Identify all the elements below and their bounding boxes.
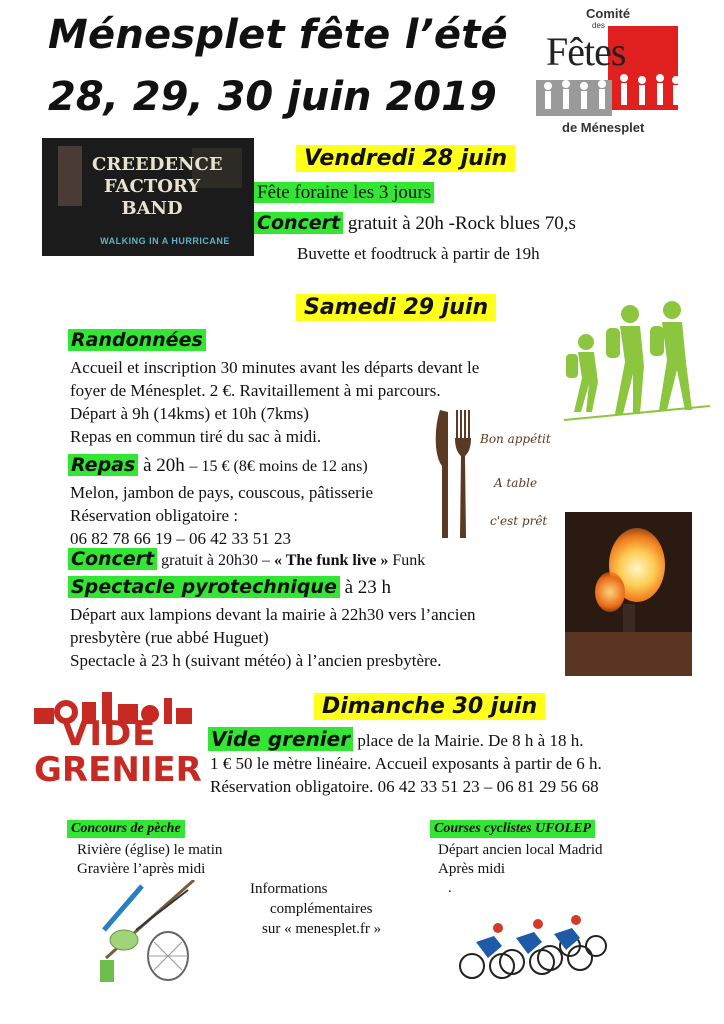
peche-line-2: Gravière l’après midi — [77, 861, 206, 877]
fire-show-image — [565, 512, 692, 676]
logo-fetes-text: Fêtes — [546, 29, 626, 74]
band-logo-line2: FACTORY — [103, 176, 201, 197]
pyro-line-3: Spectacle à 23 h (suivant météo) à l’ancien presbytère. — [70, 651, 442, 670]
rando-line-4: Repas en commun tiré du sac à midi. — [70, 427, 322, 446]
friday-concert-text: gratuit à 20h -Rock blues 70,s — [347, 213, 576, 234]
logo-des-text: des — [592, 21, 605, 30]
friday-buvette: Buvette et foodtruck à partir de 19h — [297, 244, 540, 263]
cyclisme-line-1: Départ ancien local Madrid — [438, 842, 603, 858]
vide-line-2: Réservation obligatoire. 06 42 33 51 23 – 06 81 29 56 68 — [210, 777, 599, 796]
pyro-heading — [68, 574, 391, 601]
friday-concert-label: Concert — [254, 212, 343, 234]
sat-concert-post: Funk — [392, 552, 426, 569]
repas-time: à 20h — [143, 455, 185, 476]
rando-title — [68, 327, 206, 354]
fishing-gear-icon — [96, 880, 206, 988]
poster-dates: 28, 29, 30 juin 2019 — [48, 74, 497, 120]
logo-people-icon — [536, 72, 686, 118]
cyclisme-label: Courses cyclistes UFOLEP — [430, 820, 595, 838]
cyclists-icon — [458, 902, 608, 986]
info-line-2: complémentaires — [270, 901, 373, 917]
poster-title: Ménesplet fête l’été — [48, 12, 508, 58]
rando-label: Randonnées — [68, 329, 206, 351]
food-text-1: Bon appétit — [480, 432, 551, 446]
vide-line-1: 1 € 50 le mètre linéaire. Accueil exposants à partir de 6 h. — [210, 754, 602, 773]
rando-line-2: foyer de Ménesplet. 2 €. Ravitaillement à mi parcours. — [70, 381, 441, 400]
band-image-figure — [58, 146, 82, 206]
logo-comite-text: Comité — [586, 6, 631, 21]
pyro-label: Spectacle pyrotechnique — [68, 576, 340, 598]
fair-text: Fête foraine les 3 jours — [254, 182, 434, 203]
band-logo-line1: CREEDENCE — [92, 154, 223, 175]
repas-price: – 15 € (8€ moins de 12 ans) — [189, 458, 368, 475]
friday-fair — [254, 180, 434, 206]
sat-concert-label: Concert — [68, 548, 157, 570]
peche-line-1: Rivière (église) le matin — [77, 842, 223, 858]
hikers-icon — [560, 298, 712, 428]
repas-line-3: 06 82 78 66 19 – 06 42 33 51 23 — [70, 529, 291, 548]
vide-logo-line2: GRENIER — [34, 750, 202, 790]
pyro-line-2: presbytère (rue abbé Huguet) — [70, 628, 269, 647]
cyclisme-line-2: Après midi — [438, 861, 506, 877]
band-tagline: WALKING IN A HURRICANE — [100, 236, 230, 246]
comite-logo — [532, 6, 688, 136]
peche-label: Concours de pèche — [67, 820, 185, 838]
sat-concert-pre: gratuit à 20h30 – — [161, 552, 270, 569]
sat-concert-band: « The funk live » — [274, 552, 389, 569]
vide-label: Vide grenier — [208, 727, 353, 751]
vide-text: place de la Mairie. De 8 h à 18 h. — [357, 731, 584, 750]
band-image — [42, 138, 254, 256]
fork-knife-icon — [434, 408, 474, 542]
info-line-3: sur « menesplet.fr » — [262, 921, 382, 937]
rando-line-1: Accueil et inscription 30 minutes avant les départs devant le — [70, 358, 480, 377]
pyro-time: à 23 h — [344, 577, 392, 598]
rando-line-3: Départ à 9h (14kms) et 10h (7kms) — [70, 404, 309, 423]
info-line-1: Informations — [250, 881, 328, 897]
fire-ground — [565, 632, 692, 676]
logo-menesplet-text: de Ménesplet — [562, 120, 645, 135]
repas-line-1: Melon, jambon de pays, couscous, pâtisserie — [70, 483, 374, 502]
friday-concert — [254, 210, 576, 237]
band-logo-line3: BAND — [121, 198, 183, 219]
sat-concert-line — [68, 548, 425, 572]
repas-heading — [68, 452, 368, 480]
food-text-2: A table — [494, 476, 538, 490]
vide-grenier-logo — [26, 688, 202, 794]
saturday-day-label: Samedi 29 juin — [296, 294, 496, 321]
repas-line-2: Réservation obligatoire : — [70, 506, 239, 525]
cyclisme-line-3: . — [448, 880, 452, 896]
sunday-day-label: Dimanche 30 juin — [314, 693, 545, 720]
fire-flame-small — [595, 572, 625, 612]
vide-logo-line1: VIDE — [62, 714, 157, 754]
friday-day-label: Vendredi 28 juin — [296, 145, 515, 172]
repas-label: Repas — [68, 454, 138, 476]
food-text-3: c'est prêt — [490, 514, 548, 528]
pyro-line-1: Départ aux lampions devant la mairie à 22h30 vers l’ancien — [70, 605, 476, 624]
vide-heading — [208, 728, 583, 752]
